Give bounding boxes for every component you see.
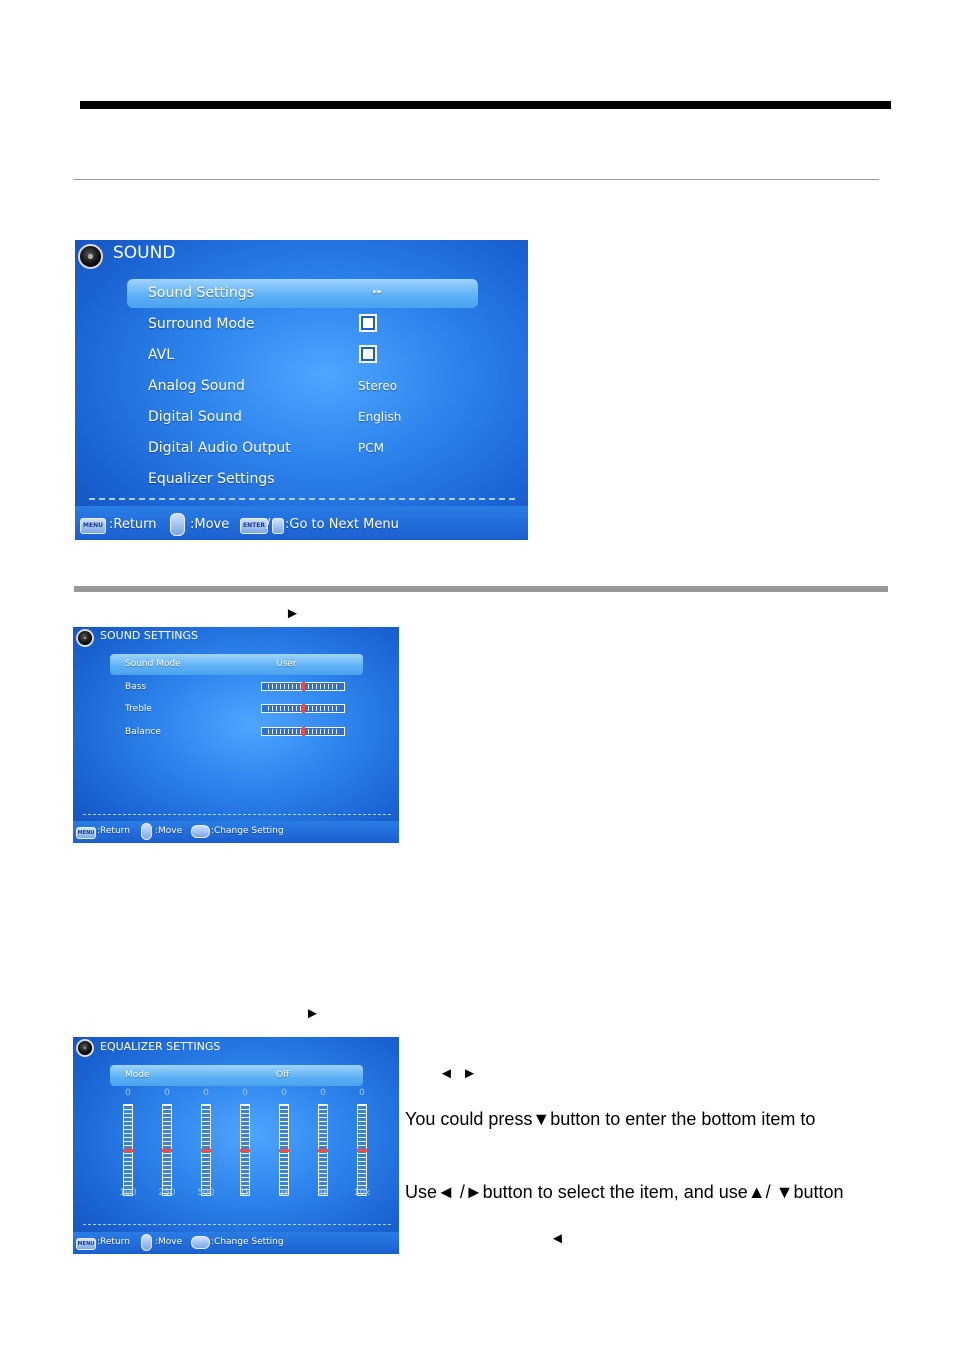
sound-settings-change-label: :Change Setting [211,826,284,836]
sound-menu-title: SOUND [113,243,176,263]
sound-settings-leftright-icon [191,825,210,838]
footer-move-label: :Move [190,517,230,532]
sound-settings-disc-icon [76,629,94,647]
sound-mode-value: User [276,659,297,669]
bass-label[interactable]: Bass [125,682,147,692]
menu-item-equalizer-settings[interactable]: Equalizer Settings [148,471,275,487]
eq-band-knob[interactable] [201,1149,211,1152]
footer-return-label: :Return [109,517,157,532]
eq-band-value: 0 [320,1088,326,1098]
equalizer-screen [73,1037,399,1254]
footer-next-menu-label: :Go to Next Menu [285,517,399,532]
eq-band-frequency: 1k [239,1188,251,1198]
sound-settings-move-icon [141,823,152,840]
eq-band-value: 0 [203,1088,209,1098]
menu-item-digital-sound[interactable]: Digital Sound [148,409,242,425]
sound-settings-dashed-divider [83,814,391,815]
menu-item-analog-sound[interactable]: Analog Sound [148,378,245,394]
instruction-line-1: You could press▼button to enter the bottom item to [405,1109,816,1129]
eq-band-slider[interactable] [123,1104,133,1196]
right-key-icon [272,518,284,534]
treble-label[interactable]: Treble [125,704,152,714]
mode-value: Off [276,1070,290,1080]
menu-item-surround-mode[interactable]: Surround Mode [148,316,255,332]
eq-band-slider[interactable] [240,1104,250,1196]
eq-band-slider[interactable] [279,1104,289,1196]
eq-band-knob[interactable] [318,1149,328,1152]
eq-band-knob[interactable] [279,1149,289,1152]
eq-band-frequency: 100 [119,1188,137,1198]
eq-band-knob[interactable] [123,1149,133,1152]
eq-band-frequency: 10k [353,1188,371,1198]
section-bar [74,586,888,592]
footer-slash: / [266,517,271,532]
menu-key-icon: MENU [80,518,106,534]
equalizer-dashed-divider [83,1224,391,1225]
top-rule [80,101,891,109]
eq-band-knob[interactable] [357,1149,367,1152]
eq-band-frequency: 250 [158,1188,176,1198]
analog-sound-value: Stereo [358,379,398,393]
sound-settings-return-label: :Return [97,826,130,836]
equalizer-intro-arrow: ► [305,1005,320,1022]
eq-band-knob[interactable] [162,1149,172,1152]
equalizer-title: EQUALIZER SETTINGS [100,1040,221,1053]
bass-slider[interactable] [261,682,345,691]
eq-band-value: 0 [125,1088,131,1098]
equalizer-leftright-icon [191,1236,210,1249]
menu-item-digital-audio-output[interactable]: Digital Audio Output [148,440,291,456]
digital-sound-value: English [358,410,402,424]
menu-item-sound-settings-arrow: ▸▸ [373,287,383,297]
eq-band-value: 0 [359,1088,365,1098]
sound-settings-menu-key-icon: MENU [76,827,96,839]
equalizer-menu-key-icon: MENU [76,1238,96,1250]
treble-slider-knob[interactable] [302,704,305,713]
sound-settings-move-label: :Move [155,826,183,836]
sound-menu-screen [75,240,528,540]
sound-mode-label[interactable]: Sound Mode [125,659,181,669]
sound-disc-icon [78,244,103,269]
move-updown-icon [170,513,185,536]
eq-band-frequency: 500 [197,1188,215,1198]
menu-dashed-divider [89,498,515,500]
enter-key-icon: ENTER [240,518,268,534]
equalizer-move-icon [141,1234,152,1251]
surround-mode-checkbox[interactable] [359,314,377,332]
equalizer-return-label: :Return [97,1237,130,1247]
equalizer-disc-icon [76,1039,94,1057]
sound-settings-intro-arrow: ► [285,605,300,622]
balance-label[interactable]: Balance [125,727,161,737]
balance-slider-knob[interactable] [302,727,305,736]
sound-settings-title: SOUND SETTINGS [100,629,199,642]
sound-settings-screen [73,627,399,843]
eq-band-frequency: 4k [317,1188,329,1198]
eq-band-value: 0 [242,1088,248,1098]
eq-band-slider[interactable] [357,1104,367,1196]
left-right-arrows: ◄ ► [439,1065,478,1082]
menu-item-sound-settings[interactable]: Sound Settings [148,285,254,301]
digital-audio-output-value: PCM [358,441,384,455]
eq-band-frequency: 2k [278,1188,290,1198]
equalizer-move-label: :Move [155,1237,183,1247]
eq-band-knob[interactable] [240,1149,250,1152]
equalizer-change-label: :Change Setting [211,1237,284,1247]
bass-slider-knob[interactable] [302,682,305,691]
mode-label[interactable]: Mode [125,1070,150,1080]
eq-band-slider[interactable] [162,1104,172,1196]
section-divider [74,179,879,180]
eq-band-slider[interactable] [318,1104,328,1196]
treble-slider[interactable] [261,704,345,713]
eq-band-value: 0 [281,1088,287,1098]
eq-band-value: 0 [164,1088,170,1098]
avl-checkbox[interactable] [359,345,377,363]
instruction-line-2: Use◄ /►button to select the item, and use▲/ ▼button [405,1182,844,1202]
eq-band-slider[interactable] [201,1104,211,1196]
left-arrow: ◄ [550,1230,565,1247]
balance-slider[interactable] [261,727,345,736]
menu-item-avl[interactable]: AVL [148,347,175,363]
